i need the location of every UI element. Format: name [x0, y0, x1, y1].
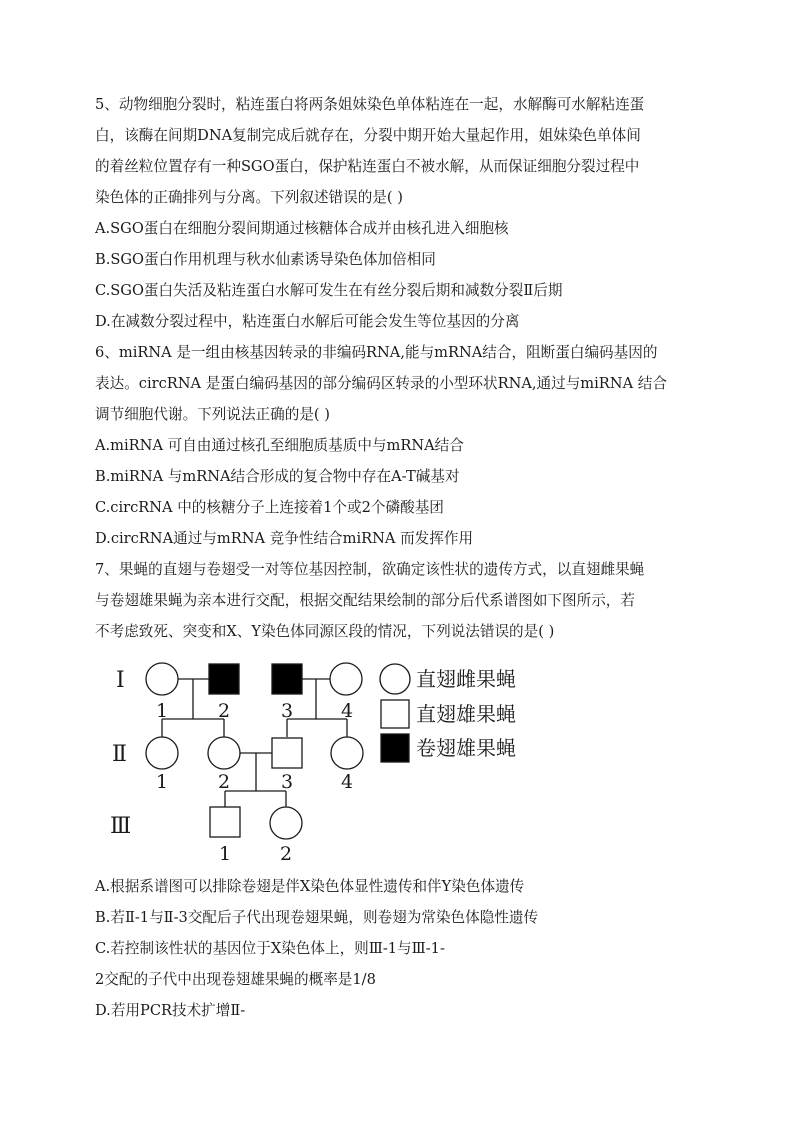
q7-stem-line: 与卷翅雄果蝇为亲本进行交配，根据交配结果绘制的部分后代系谱图如下图所示，若 [95, 592, 635, 609]
gen3-label: Ⅲ [110, 814, 132, 839]
q5-stem-line: 白，该酶在间期DNA复制完成后就存在，分裂中期开始大量起作用，姐妹染色单体间 [95, 127, 641, 144]
q7-option-d: D.若用PCR技术扩增Ⅱ- [95, 1002, 246, 1019]
gen3-male-1 [210, 807, 240, 837]
q7-stem-line: 不考虑致死、突变和X、Y染色体同源区段的情况，下列说法错误的是( ) [95, 623, 555, 640]
gen1-number: 1 [155, 700, 169, 722]
gen1-number: 4 [340, 700, 354, 722]
q5-stem-line: 染色体的正确排列与分离。下列叙述错误的是( ) [95, 189, 403, 206]
q7-option-b: B.若Ⅱ-1与Ⅱ-3交配后子代出现卷翅果蝇，则卷翅为常染色体隐性遗传 [95, 909, 539, 926]
gen2-label: Ⅱ [112, 742, 127, 767]
gen2-female-1 [146, 737, 178, 769]
q6-option-b: B.miRNA 与mRNA结合形成的复合物中存在A-T碱基对 [95, 468, 460, 485]
gen2-female-2 [208, 737, 240, 769]
legend-female-normal-icon [380, 664, 410, 694]
gen2-male-3 [272, 738, 302, 768]
q7-option-a: A.根据系谱图可以排除卷翅是伴X染色体显性遗传和伴Y染色体遗传 [95, 878, 525, 895]
gen1-male-3 [272, 664, 302, 694]
gen1-female-1 [146, 663, 178, 695]
legend-male-normal-icon [381, 700, 409, 728]
gen3-female-2 [270, 807, 302, 839]
gen3-number: 1 [218, 843, 232, 865]
legend-label-female-normal: 直翅雌果蝇 [416, 667, 516, 691]
q7-option-c: C.若控制该性状的基因位于X染色体上，则Ⅲ-1与Ⅲ-1- [95, 940, 445, 957]
q5-option-a: A.SGO蛋白在细胞分裂间期通过核糖体合成并由核孔进入细胞核 [95, 220, 509, 237]
q5-option-d: D.在减数分裂过程中，粘连蛋白水解后可能会发生等位基因的分离 [95, 313, 520, 330]
legend-male-curly-icon [381, 734, 409, 762]
pedigree-diagram [110, 655, 560, 870]
q5-option-b: B.SGO蛋白作用机理与秋水仙素诱导染色体加倍相同 [95, 251, 436, 268]
gen1-female-4 [330, 663, 362, 695]
gen1-number: 2 [217, 700, 231, 722]
gen2-number: 1 [155, 771, 169, 793]
q5-stem-line: 5、动物细胞分裂时，粘连蛋白将两条姐妹染色单体粘连在一起，水解酶可水解粘连蛋 [95, 96, 645, 113]
q7-option-c-continued: 2交配的子代中出现卷翅雄果蝇的概率是1/8 [95, 971, 376, 988]
q6-option-d: D.circRNA通过与mRNA 竞争性结合miRNA 而发挥作用 [95, 530, 474, 547]
q5-option-c: C.SGO蛋白失活及粘连蛋白水解可发生在有丝分裂后期和减数分裂Ⅱ后期 [95, 282, 563, 299]
q7-stem-line: 7、果蝇的直翅与卷翅受一对等位基因控制，欲确定该性状的遗传方式，以直翅雌果蝇 [95, 561, 645, 578]
q6-option-a: A.miRNA 可自由通过核孔至细胞质基质中与mRNA结合 [95, 437, 464, 454]
q6-stem-line: 调节细胞代谢。下列说法正确的是( ) [95, 406, 330, 423]
q6-option-c: C.circRNA 中的核糖分子上连接着1个或2个磷酸基团 [95, 499, 444, 516]
gen2-number: 3 [280, 771, 294, 793]
gen2-number: 4 [340, 771, 354, 793]
legend-label-male-normal: 直翅雄果蝇 [416, 702, 516, 726]
gen1-male-2 [209, 664, 239, 694]
gen1-number: 3 [280, 700, 294, 722]
gen1-label: Ⅰ [116, 668, 125, 693]
gen3-number: 2 [279, 843, 293, 865]
gen2-female-4 [331, 737, 363, 769]
legend-label-male-curly: 卷翅雄果蝇 [416, 736, 516, 760]
q6-stem-line: 表达。circRNA 是蛋白编码基因的部分编码区转录的小型环状RNA,通过与miRNA 结合 [95, 375, 667, 392]
q6-stem-line: 6、miRNA 是一组由核基因转录的非编码RNA,能与mRNA结合，阻断蛋白编码基因的 [95, 344, 658, 361]
gen2-number: 2 [217, 771, 231, 793]
q5-stem-line: 的着丝粒位置存有一种SGO蛋白，保护粘连蛋白不被水解，从而保证细胞分裂过程中 [95, 158, 640, 175]
